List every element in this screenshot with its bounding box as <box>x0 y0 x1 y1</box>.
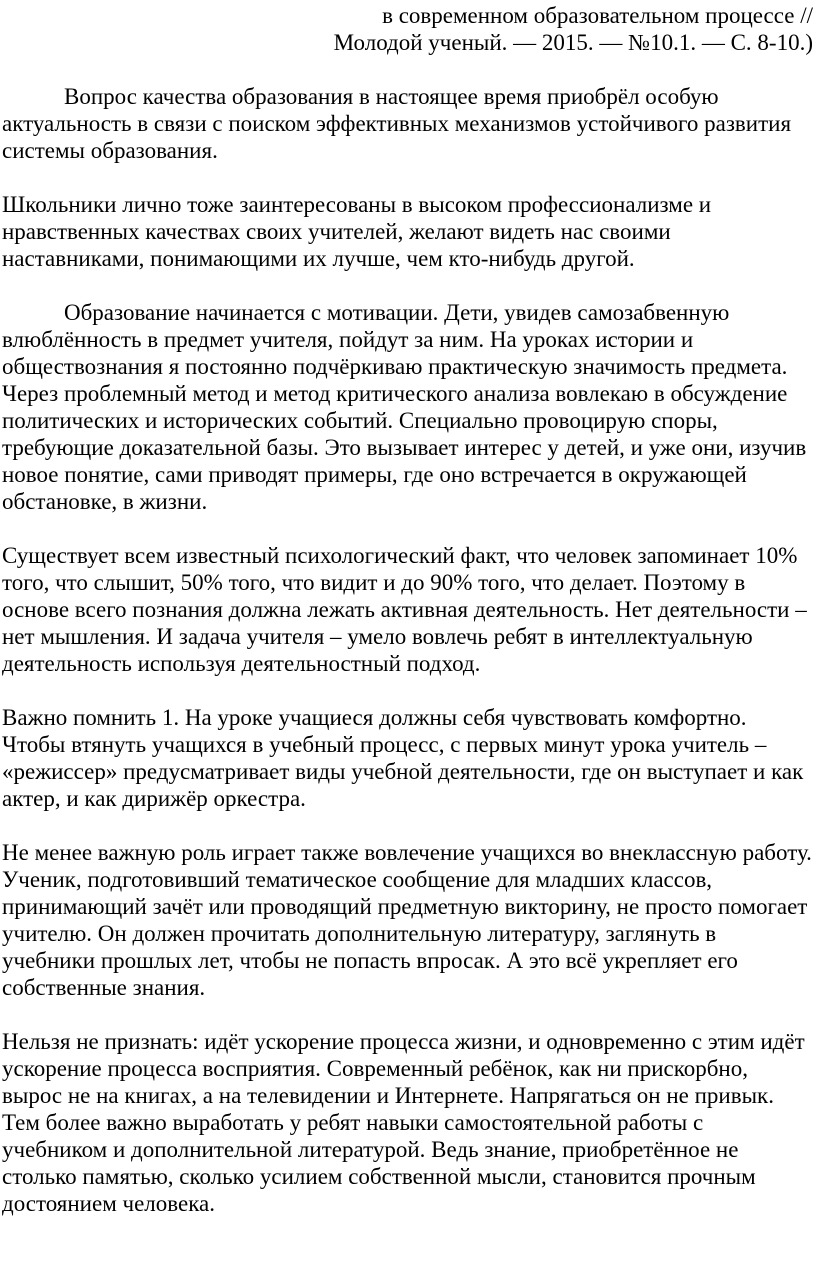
paragraph-important-reminder: Важно помнить 1. На уроке учащиеся должны себя чувствовать комфортно. Чтобы втянуть учащихся в учебный процесс, с первых минут урока учитель – «режиссер» предусматривает виды учебной деятельности, где он выступает и как актер, и как дирижёр оркестра. <box>2 705 804 811</box>
paragraph-gap <box>2 56 813 83</box>
paragraph-psychological-fact: Существует всем известный психологический факт, что человек запоминает 10% того, что слышит, 50% того, что видит и до 90% того, что делает. Поэтому в основе всего познания должна лежать активная деятельность. Нет деятельности – нет мышления. И задача учителя – умело вовлечь ребят в интеллектуальную деятельность используя деятельностный подход. <box>2 543 807 676</box>
paragraph-students-interest: Школьники лично тоже заинтересованы в высоком профессионализме и нравственных качествах своих учителей, желают видеть нас своими наставниками, понимающими их лучше, чем кто-нибудь другой. <box>2 192 712 271</box>
citation-block <box>2 0 813 56</box>
paragraph-extracurricular: Не менее важную роль играет также вовлечение учащихся во внеклассную работу. Ученик, подготовивший тематическое сообщение для младших классов, принимающий зачёт или проводящий предметную викторину, не просто помогает учителю. Он должен прочитать дополнительную литературу, заглянуть в учебники прошлых лет, чтобы не попасть впросак. А это всё укрепляет его собственные знания. <box>2 840 812 1000</box>
paragraph-gap <box>2 515 813 542</box>
paragraph-gap <box>2 1001 813 1028</box>
paragraph-acceleration: Нельзя не признать: идёт ускорение процесса жизни, и одновременно с этим идёт ускорение процесса восприятия. Современный ребёнок, как ни прискорбно, вырос не на книгах, а на телевидении и Интернете. Напрягаться он не привык. Тем более важно выработать у ребят навыки самостоятельной работы с учебником и дополнительной литературой. Ведь знание, приобретённое не столько памятью, сколько усилием собственной мысли, становится прочным достоянием человека. <box>2 1029 805 1216</box>
paragraph-motivation: Образование начинается с мотивации. Дети, увидев самозабвенную влюблённость в предмет учителя, пойдут за ним. На уроках истории и обществознания я постоянно подчёркиваю практическую значимость предмета. Через проблемный метод и метод критического анализа вовлекаю в обсуждение политических и исторических событий. Специально провоцирую споры, требующие доказательной базы. Это вызывает интерес у детей, и уже они, изучив новое понятие, сами приводят примеры, где оно встречается в окружающей обстановке, в жизни. <box>2 300 807 514</box>
paragraph-gap <box>2 677 813 704</box>
paragraph-gap <box>2 164 813 191</box>
paragraph-education-quality: Вопрос качества образования в настоящее время приобрёл особую актуальность в связи с поиском эффективных механизмов устойчивого развития системы образования. <box>2 84 792 163</box>
paragraph-gap <box>2 272 813 299</box>
paragraph-gap <box>2 812 813 839</box>
citation-line-2: Молодой ученый. — 2015. — №10.1. — С. 8-10.) <box>333 30 813 55</box>
citation-line-1: в современном образовательном процессе // <box>382 3 813 28</box>
